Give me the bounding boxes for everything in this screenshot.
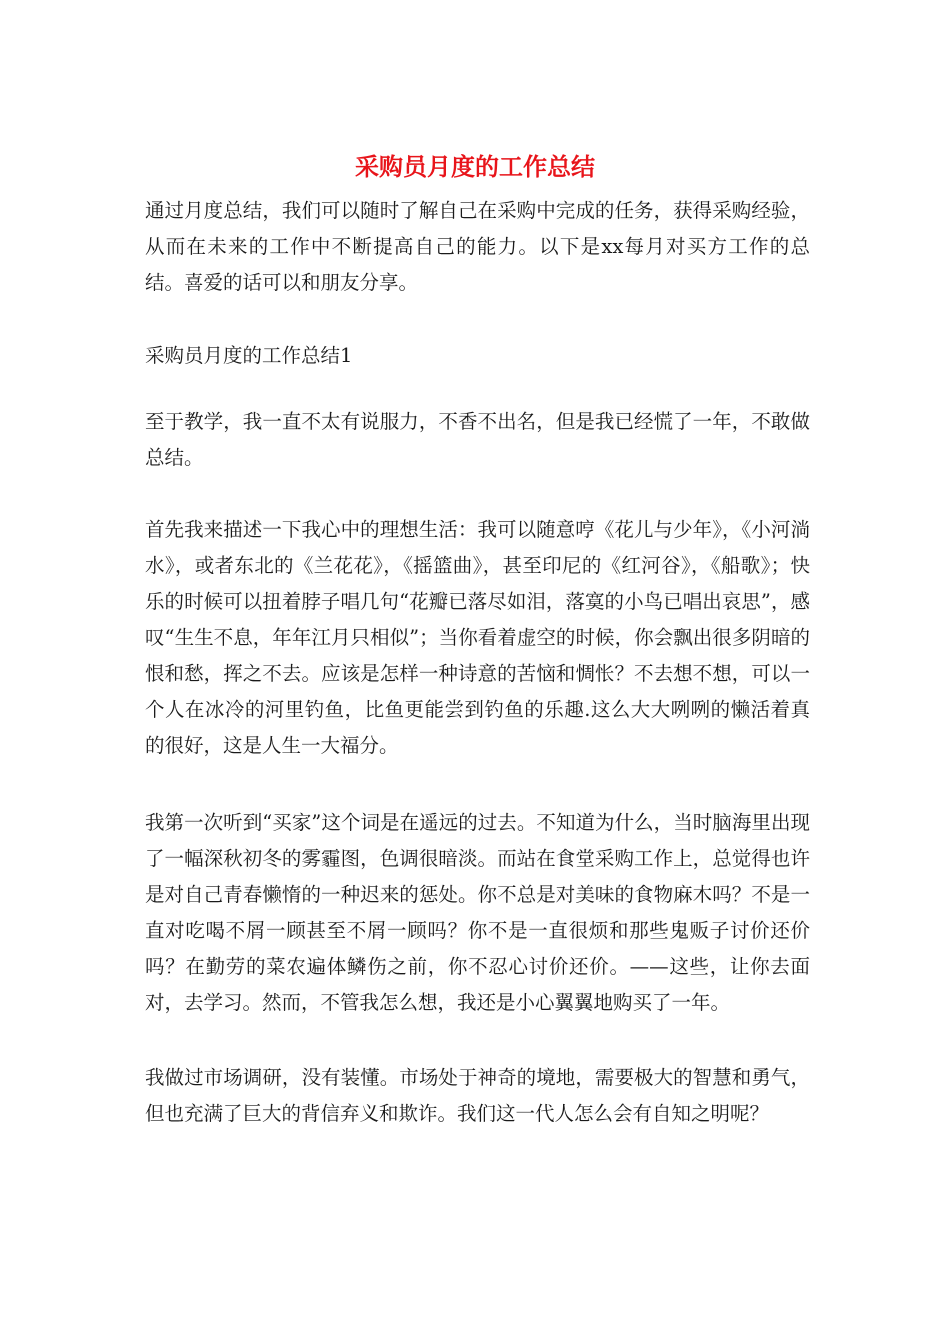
body-paragraph-2: 首先我来描述一下我心中的理想生活：我可以随意哼《花儿与少年》，《小河淌水》，或者东北的《兰花花》，《摇篮曲》，甚至印尼的《红河谷》，《船歌》；快乐的时候可以扭着脖子唱几句“花瓣已落尽如泪，落寞的小鸟已唱出哀思”，感叹“生生不息，年年江月只相似”；当你看着虚空的时候，你会飘出很多阴暗的恨和愁，挥之不去。应该是怎样一种诗意的苦恼和惆怅？不去想不想，可以一个人在冰冷的河里钓鱼，比鱼更能尝到钓鱼的乐趣.这么大大咧咧的懒活着真的很好，这是人生一大福分。 bbox=[145, 518, 810, 757]
section-heading: 采购员月度的工作总结1 bbox=[145, 344, 353, 367]
body-paragraph-1: 至于教学，我一直不太有说服力，不香不出名，但是我已经慌了一年，不敢做总结。 bbox=[145, 410, 810, 469]
intro-paragraph: 通过月度总结，我们可以随时了解自己在采购中完成的任务，获得采购经验，从而在未来的工作中不断提高自己的能力。以下是xx每月对买方工作的总结。喜爱的话可以和朋友分享。 bbox=[145, 199, 810, 294]
document-title: 采购员月度的工作总结 bbox=[355, 152, 595, 181]
body-paragraph-3: 我第一次听到“买家”这个词是在遥远的过去。不知道为什么，当时脑海里出现了一幅深秋初冬的雾霾图，色调很暗淡。而站在食堂采购工作上，总觉得也许是对自己青春懒惰的一种迟来的惩处。你不总是对美味的食物麻木吗？不是一直对吃喝不屑一顾甚至不屑一顾吗？你不是一直很烦和那些鬼贩子讨价还价吗？在勤劳的菜农遍体鳞伤之前，你不忍心讨价还价。——这些，让你去面对，去学习。然而，不管我怎么想，我还是小心翼翼地购买了一年。 bbox=[145, 811, 810, 1014]
body-paragraph-4: 我做过市场调研，没有装懂。市场处于神奇的境地，需要极大的智慧和勇气，但也充满了巨大的背信弃义和欺诈。我们这一代人怎么会有自知之明呢？ bbox=[145, 1066, 810, 1125]
